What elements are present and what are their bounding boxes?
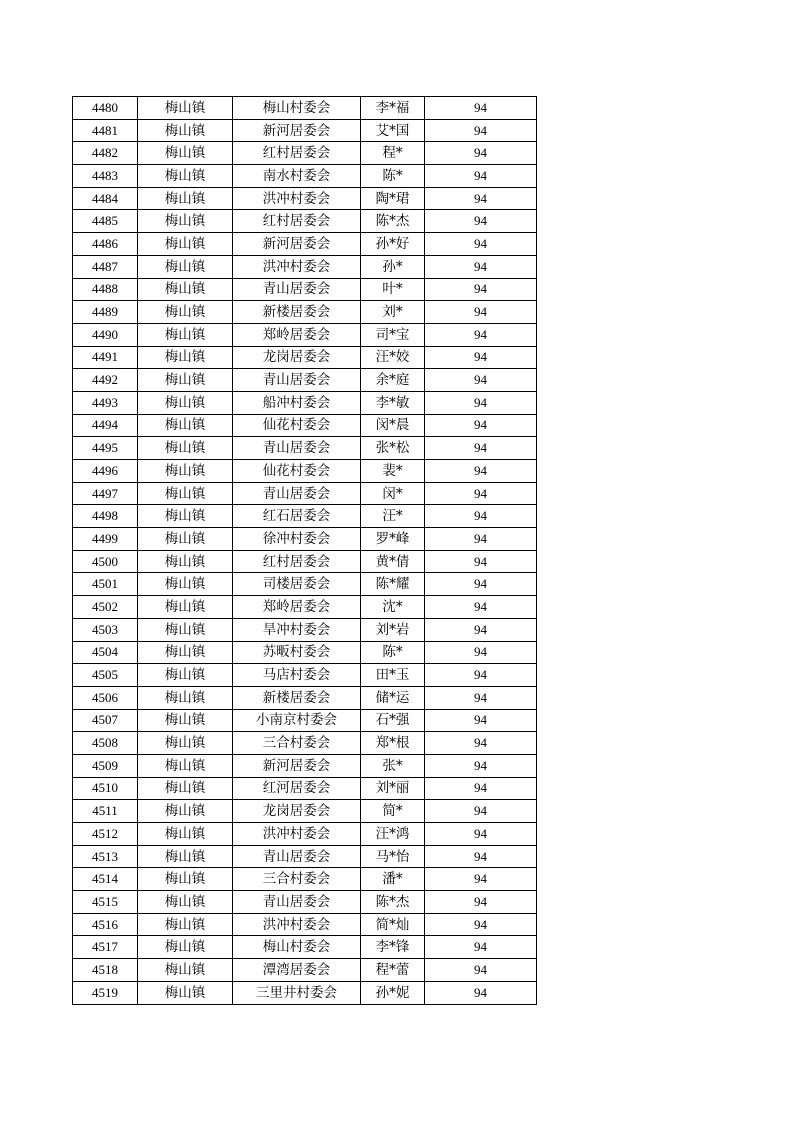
town-cell: 梅山镇 [138,823,233,846]
committee-cell: 梅山村委会 [233,936,361,959]
row-number-cell: 4486 [73,233,138,256]
committee-cell: 洪冲村委会 [233,255,361,278]
row-number-cell: 4513 [73,845,138,868]
row-number-cell: 4502 [73,596,138,619]
table-row [73,777,537,800]
name-cell: 郑*根 [361,732,425,755]
score-cell: 94 [425,119,537,142]
score-cell: 94 [425,800,537,823]
name-cell: 李*锋 [361,936,425,959]
score-cell: 94 [425,868,537,891]
name-cell: 刘*岩 [361,618,425,641]
town-cell: 梅山镇 [138,641,233,664]
town-cell: 梅山镇 [138,233,233,256]
name-cell: 程*蕾 [361,959,425,982]
row-number-cell: 4508 [73,732,138,755]
committee-cell: 新楼居委会 [233,301,361,324]
score-cell: 94 [425,142,537,165]
table-row [73,981,537,1004]
score-cell: 94 [425,391,537,414]
town-cell: 梅山镇 [138,686,233,709]
name-cell: 余*庭 [361,369,425,392]
town-cell: 梅山镇 [138,845,233,868]
table-row [73,754,537,777]
table-row [73,482,537,505]
score-cell: 94 [425,596,537,619]
committee-cell: 青山居委会 [233,482,361,505]
committee-cell: 新河居委会 [233,233,361,256]
town-cell: 梅山镇 [138,210,233,233]
score-cell: 94 [425,437,537,460]
row-number-cell: 4495 [73,437,138,460]
table-row [73,255,537,278]
name-cell: 闵*晨 [361,414,425,437]
committee-cell: 三里井村委会 [233,981,361,1004]
row-number-cell: 4510 [73,777,138,800]
table-row [73,709,537,732]
table-row [73,664,537,687]
name-cell: 程* [361,142,425,165]
score-cell: 94 [425,210,537,233]
score-cell: 94 [425,369,537,392]
row-number-cell: 4504 [73,641,138,664]
row-number-cell: 4517 [73,936,138,959]
table-row [73,460,537,483]
town-cell: 梅山镇 [138,573,233,596]
score-cell: 94 [425,482,537,505]
score-cell: 94 [425,754,537,777]
town-cell: 梅山镇 [138,618,233,641]
town-cell: 梅山镇 [138,414,233,437]
town-cell: 梅山镇 [138,732,233,755]
committee-cell: 洪冲村委会 [233,187,361,210]
town-cell: 梅山镇 [138,868,233,891]
score-cell: 94 [425,550,537,573]
row-number-cell: 4489 [73,301,138,324]
committee-cell: 青山居委会 [233,278,361,301]
row-number-cell: 4506 [73,686,138,709]
town-cell: 梅山镇 [138,278,233,301]
committee-cell: 潭湾居委会 [233,959,361,982]
town-cell: 梅山镇 [138,97,233,120]
town-cell: 梅山镇 [138,596,233,619]
score-cell: 94 [425,323,537,346]
table-row [73,97,537,120]
score-cell: 94 [425,913,537,936]
town-cell: 梅山镇 [138,437,233,460]
committee-cell: 三合村委会 [233,868,361,891]
town-cell: 梅山镇 [138,505,233,528]
row-number-cell: 4498 [73,505,138,528]
committee-cell: 红河居委会 [233,777,361,800]
score-cell: 94 [425,732,537,755]
row-number-cell: 4514 [73,868,138,891]
table-row [73,845,537,868]
row-number-cell: 4511 [73,800,138,823]
name-cell: 简* [361,800,425,823]
table-row [73,823,537,846]
committee-cell: 青山居委会 [233,891,361,914]
row-number-cell: 4512 [73,823,138,846]
records-body [73,97,537,1005]
name-cell: 裴* [361,460,425,483]
name-cell: 艾*国 [361,119,425,142]
score-cell: 94 [425,255,537,278]
data-sheet [72,96,536,1005]
table-row [73,800,537,823]
row-number-cell: 4518 [73,959,138,982]
town-cell: 梅山镇 [138,323,233,346]
table-row [73,323,537,346]
committee-cell: 龙岗居委会 [233,800,361,823]
town-cell: 梅山镇 [138,959,233,982]
table-row [73,210,537,233]
score-cell: 94 [425,414,537,437]
name-cell: 罗*峰 [361,528,425,551]
committee-cell: 新河居委会 [233,754,361,777]
score-cell: 94 [425,686,537,709]
town-cell: 梅山镇 [138,301,233,324]
name-cell: 黄*倩 [361,550,425,573]
committee-cell: 郑岭居委会 [233,596,361,619]
score-cell: 94 [425,618,537,641]
table-row [73,346,537,369]
name-cell: 汪* [361,505,425,528]
town-cell: 梅山镇 [138,936,233,959]
row-number-cell: 4516 [73,913,138,936]
name-cell: 孙*妮 [361,981,425,1004]
name-cell: 陈* [361,641,425,664]
table-row [73,301,537,324]
name-cell: 陈*杰 [361,891,425,914]
name-cell: 汪*姣 [361,346,425,369]
committee-cell: 洪冲村委会 [233,823,361,846]
committee-cell: 红村居委会 [233,550,361,573]
table-row [73,913,537,936]
score-cell: 94 [425,233,537,256]
town-cell: 梅山镇 [138,482,233,505]
row-number-cell: 4503 [73,618,138,641]
score-cell: 94 [425,891,537,914]
committee-cell: 新河居委会 [233,119,361,142]
name-cell: 陈*杰 [361,210,425,233]
row-number-cell: 4491 [73,346,138,369]
table-row [73,618,537,641]
score-cell: 94 [425,845,537,868]
row-number-cell: 4515 [73,891,138,914]
name-cell: 叶* [361,278,425,301]
row-number-cell: 4509 [73,754,138,777]
score-cell: 94 [425,777,537,800]
name-cell: 刘*丽 [361,777,425,800]
name-cell: 张* [361,754,425,777]
name-cell: 李*敏 [361,391,425,414]
row-number-cell: 4493 [73,391,138,414]
name-cell: 刘* [361,301,425,324]
name-cell: 司*宝 [361,323,425,346]
town-cell: 梅山镇 [138,777,233,800]
row-number-cell: 4484 [73,187,138,210]
name-cell: 马*怡 [361,845,425,868]
table-row [73,936,537,959]
town-cell: 梅山镇 [138,369,233,392]
town-cell: 梅山镇 [138,664,233,687]
table-row [73,233,537,256]
row-number-cell: 4499 [73,528,138,551]
table-row [73,165,537,188]
town-cell: 梅山镇 [138,550,233,573]
name-cell: 孙*好 [361,233,425,256]
score-cell: 94 [425,664,537,687]
town-cell: 梅山镇 [138,119,233,142]
table-row [73,119,537,142]
table-row [73,187,537,210]
town-cell: 梅山镇 [138,891,233,914]
committee-cell: 仙花村委会 [233,460,361,483]
name-cell: 闵* [361,482,425,505]
name-cell: 陈* [361,165,425,188]
score-cell: 94 [425,981,537,1004]
committee-cell: 三合村委会 [233,732,361,755]
score-cell: 94 [425,505,537,528]
committee-cell: 红石居委会 [233,505,361,528]
town-cell: 梅山镇 [138,346,233,369]
row-number-cell: 4485 [73,210,138,233]
committee-cell: 南水村委会 [233,165,361,188]
score-cell: 94 [425,573,537,596]
committee-cell: 马店村委会 [233,664,361,687]
town-cell: 梅山镇 [138,142,233,165]
table-row [73,414,537,437]
name-cell: 陶*珺 [361,187,425,210]
town-cell: 梅山镇 [138,528,233,551]
committee-cell: 梅山村委会 [233,97,361,120]
committee-cell: 青山居委会 [233,369,361,392]
table-row [73,142,537,165]
table-row [73,891,537,914]
records-table [72,96,537,1005]
table-row [73,573,537,596]
town-cell: 梅山镇 [138,255,233,278]
name-cell: 田*玉 [361,664,425,687]
row-number-cell: 4482 [73,142,138,165]
row-number-cell: 4483 [73,165,138,188]
score-cell: 94 [425,936,537,959]
score-cell: 94 [425,165,537,188]
committee-cell: 仙花村委会 [233,414,361,437]
table-row [73,550,537,573]
score-cell: 94 [425,959,537,982]
score-cell: 94 [425,187,537,210]
score-cell: 94 [425,278,537,301]
name-cell: 潘* [361,868,425,891]
table-row [73,528,537,551]
committee-cell: 徐冲村委会 [233,528,361,551]
row-number-cell: 4481 [73,119,138,142]
score-cell: 94 [425,709,537,732]
table-row [73,868,537,891]
score-cell: 94 [425,823,537,846]
table-row [73,596,537,619]
town-cell: 梅山镇 [138,460,233,483]
score-cell: 94 [425,346,537,369]
score-cell: 94 [425,301,537,324]
row-number-cell: 4501 [73,573,138,596]
table-row [73,505,537,528]
town-cell: 梅山镇 [138,187,233,210]
committee-cell: 旱冲村委会 [233,618,361,641]
committee-cell: 郑岭居委会 [233,323,361,346]
table-row [73,391,537,414]
committee-cell: 船冲村委会 [233,391,361,414]
name-cell: 陈*耀 [361,573,425,596]
table-row [73,641,537,664]
score-cell: 94 [425,641,537,664]
row-number-cell: 4500 [73,550,138,573]
row-number-cell: 4487 [73,255,138,278]
row-number-cell: 4505 [73,664,138,687]
town-cell: 梅山镇 [138,391,233,414]
table-row [73,732,537,755]
row-number-cell: 4492 [73,369,138,392]
committee-cell: 青山居委会 [233,845,361,868]
committee-cell: 青山居委会 [233,437,361,460]
committee-cell: 苏畈村委会 [233,641,361,664]
row-number-cell: 4497 [73,482,138,505]
row-number-cell: 4519 [73,981,138,1004]
table-row [73,686,537,709]
row-number-cell: 4480 [73,97,138,120]
town-cell: 梅山镇 [138,981,233,1004]
town-cell: 梅山镇 [138,165,233,188]
town-cell: 梅山镇 [138,754,233,777]
table-row [73,437,537,460]
town-cell: 梅山镇 [138,800,233,823]
table-row [73,278,537,301]
committee-cell: 小南京村委会 [233,709,361,732]
name-cell: 石*强 [361,709,425,732]
name-cell: 沈* [361,596,425,619]
row-number-cell: 4488 [73,278,138,301]
committee-cell: 新楼居委会 [233,686,361,709]
town-cell: 梅山镇 [138,709,233,732]
name-cell: 储*运 [361,686,425,709]
table-row [73,959,537,982]
name-cell: 张*松 [361,437,425,460]
score-cell: 94 [425,460,537,483]
table-row [73,369,537,392]
committee-cell: 洪冲村委会 [233,913,361,936]
row-number-cell: 4496 [73,460,138,483]
committee-cell: 司楼居委会 [233,573,361,596]
row-number-cell: 4507 [73,709,138,732]
row-number-cell: 4494 [73,414,138,437]
row-number-cell: 4490 [73,323,138,346]
committee-cell: 龙岗居委会 [233,346,361,369]
name-cell: 李*福 [361,97,425,120]
name-cell: 简*灿 [361,913,425,936]
name-cell: 孙* [361,255,425,278]
score-cell: 94 [425,528,537,551]
score-cell: 94 [425,97,537,120]
name-cell: 汪*鸿 [361,823,425,846]
town-cell: 梅山镇 [138,913,233,936]
committee-cell: 红村居委会 [233,210,361,233]
committee-cell: 红村居委会 [233,142,361,165]
